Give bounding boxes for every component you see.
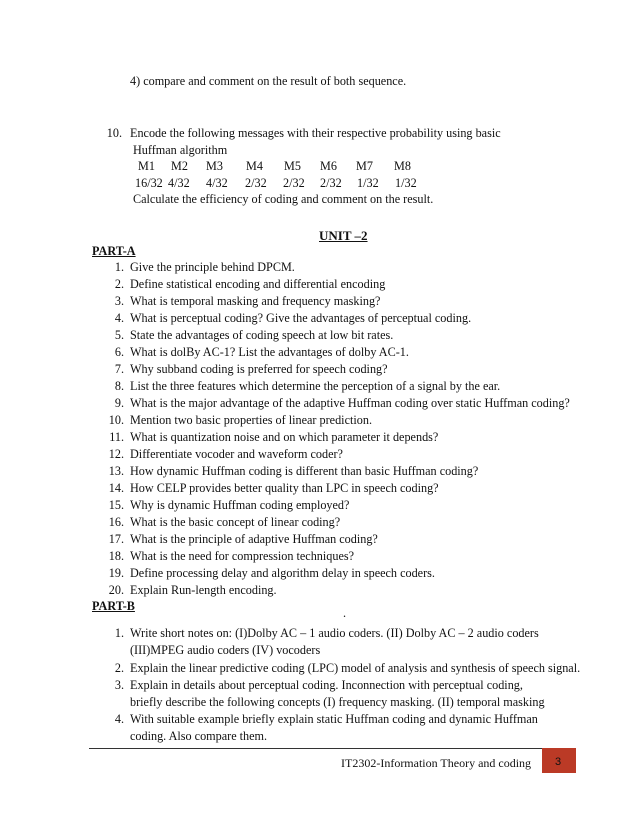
list-number: 4. [114, 712, 124, 726]
probability-value: 2/32 [283, 176, 305, 190]
list-item: How dynamic Huffman coding is different than basic Huffman coding? [130, 464, 479, 478]
list-number: 1. [114, 260, 124, 274]
list-number: 4. [114, 311, 124, 325]
q10-line1: Encode the following messages with their respective probability using basic [130, 126, 501, 140]
list-number: 14. [108, 481, 124, 495]
list-number: 8. [114, 379, 124, 393]
probability-value: 1/32 [357, 176, 379, 190]
q10-line5: Calculate the efficiency of coding and comment on the result. [133, 192, 434, 206]
list-item: What is the basic concept of linear coding? [130, 515, 341, 529]
message-label: M1 [138, 159, 155, 173]
q10-line2: Huffman algorithm [133, 143, 228, 157]
probability-value: 4/32 [206, 176, 228, 190]
page-number: 3 [555, 756, 562, 768]
list-item-line2: coding. Also compare them. [130, 729, 268, 743]
list-number: 17. [108, 532, 124, 546]
list-number: 9. [114, 396, 124, 410]
message-label: M5 [284, 159, 301, 173]
list-item: What is the principle of adaptive Huffman coding? [130, 532, 378, 546]
list-item: Why is dynamic Huffman coding employed? [130, 498, 350, 512]
footer-divider [89, 748, 550, 749]
part-b-heading: PART-B [92, 599, 135, 613]
probability-value: 4/32 [168, 176, 190, 190]
list-item-line1: Explain the linear predictive coding (LPC) model of analysis and synthesis of speech signal. [130, 661, 581, 675]
list-item: Mention two basic properties of linear prediction. [130, 413, 372, 427]
probability-value: 2/32 [320, 176, 342, 190]
part-a-heading: PART-A [92, 244, 136, 258]
list-number: 19. [108, 566, 124, 580]
list-item: Explain Run-length encoding. [130, 583, 277, 597]
list-item-line2: (III)MPEG audio coders (IV) vocoders [130, 643, 321, 657]
message-label: M4 [246, 159, 263, 173]
list-number: 2. [114, 661, 124, 675]
list-number: 6. [114, 345, 124, 359]
list-item-line1: Explain in details about perceptual coding. Inconnection with perceptual coding, [130, 678, 523, 692]
list-item-line1: With suitable example briefly explain static Huffman coding and dynamic Huffman [130, 712, 538, 726]
list-number: 13. [108, 464, 124, 478]
list-item: Give the principle behind DPCM. [130, 260, 295, 274]
list-number: 7. [114, 362, 124, 376]
list-number: 3. [114, 678, 124, 692]
list-item: What is quantization noise and on which parameter it depends? [130, 430, 439, 444]
list-item: What is temporal masking and frequency masking? [130, 294, 381, 308]
list-number: 1. [114, 626, 124, 640]
probability-value: 2/32 [245, 176, 267, 190]
list-item: Differentiate vocoder and waveform coder? [130, 447, 343, 461]
q10-number: 10. [106, 126, 122, 140]
list-item: List the three features which determine the perception of a signal by the ear. [130, 379, 501, 393]
list-item: Define processing delay and algorithm delay in speech coders. [130, 566, 435, 580]
list-number: 10. [108, 413, 124, 427]
list-item: How CELP provides better quality than LPC in speech coding? [130, 481, 439, 495]
message-label: M2 [171, 159, 188, 173]
stray-dot: . [343, 606, 347, 620]
unit-title: UNIT –2 [319, 228, 368, 243]
list-item: What is the need for compression techniques? [130, 549, 355, 563]
list-item: What is the major advantage of the adaptive Huffman coding over static Huffman coding? [130, 396, 570, 410]
message-label: M3 [206, 159, 223, 173]
probability-value: 1/32 [395, 176, 417, 190]
list-item: Why subband coding is preferred for speech coding? [130, 362, 388, 376]
list-item-line1: Write short notes on: (I)Dolby AC – 1 audio coders. (II) Dolby AC – 2 audio coders [130, 626, 539, 640]
list-number: 11. [109, 430, 124, 444]
list-number: 3. [114, 294, 124, 308]
list-item-line2: briefly describe the following concepts (I) frequency masking. (II) temporal masking [130, 695, 545, 709]
message-label: M6 [320, 159, 337, 173]
list-item: Define statistical encoding and differential encoding [130, 277, 386, 291]
message-label: M8 [394, 159, 411, 173]
list-number: 15. [108, 498, 124, 512]
list-number: 18. [108, 549, 124, 563]
list-number: 20. [108, 583, 124, 597]
list-item: State the advantages of coding speech at low bit rates. [130, 328, 394, 342]
probability-value: 16/32 [135, 176, 163, 190]
list-number: 12. [108, 447, 124, 461]
message-label: M7 [356, 159, 373, 173]
list-number: 16. [108, 515, 124, 529]
list-number: 5. [114, 328, 124, 342]
list-item: What is dolBy AC-1? List the advantages of dolby AC-1. [130, 345, 409, 359]
footer-course-title: IT2302-Information Theory and coding [341, 756, 532, 770]
list-number: 2. [114, 277, 124, 291]
list-item: What is perceptual coding? Give the advantages of perceptual coding. [130, 311, 472, 325]
prev-question-line: 4) compare and comment on the result of both sequence. [130, 74, 407, 88]
